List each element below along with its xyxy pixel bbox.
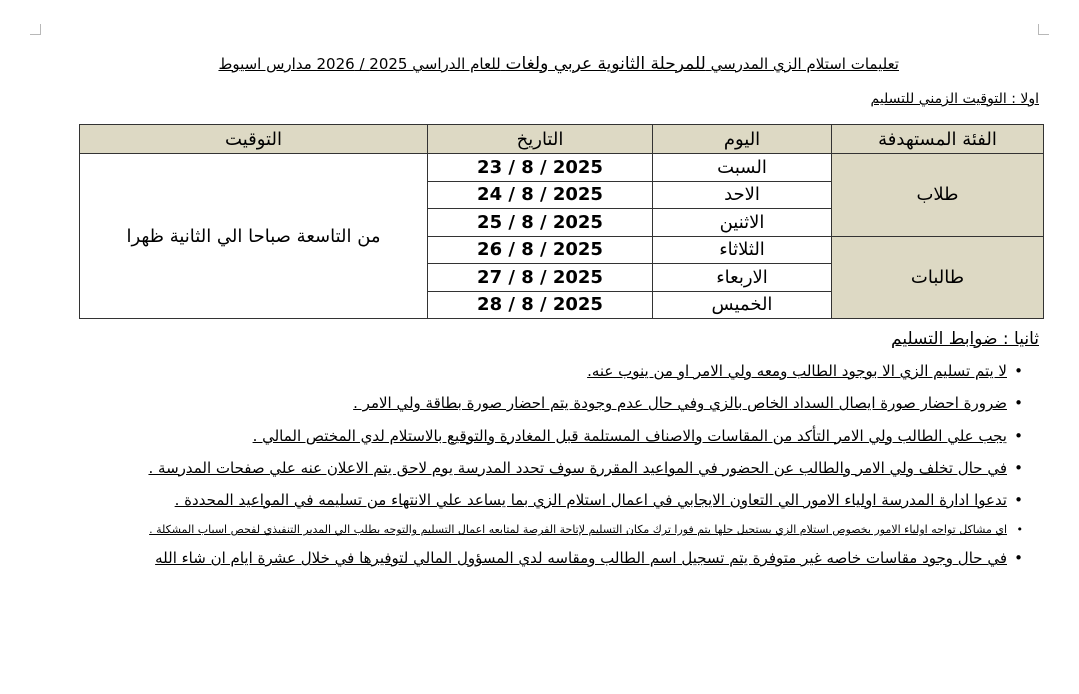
header-category: الفئة المستهدفة — [832, 125, 1044, 154]
delivery-rules-list — [67, 362, 1007, 581]
list-item: • ضرورة احضار صورة ايصال السداد الخاص بالزي وفي حال عدم وجودة يتم احضار صورة بطاقة ولي الامر . — [67, 394, 1007, 413]
header-day: اليوم — [653, 125, 832, 154]
day-cell: السبت — [653, 154, 832, 182]
title-part-1: تعليمات استلام الزي المدرسي — [710, 55, 899, 73]
header-date: التاريخ — [428, 125, 653, 154]
document-title — [218, 54, 899, 74]
section-2-heading: ثانيا : ضوابط التسليم — [891, 329, 1039, 349]
page-corner-mark-right — [1038, 24, 1049, 35]
list-item: • اي مشاكل تواجه اولياء الامور بخصوص استلام الزي يستحيل حلها يتم فورا ترك مكان التسليم لإتاحة الفرصة لمتابعه اعمال التسليم والتوجه بطلب الي المدير التنفيذي لفحص اسباب المشكلة . — [67, 523, 1007, 538]
page-corner-mark-left — [30, 24, 41, 35]
category-cell-boys: طلاب — [832, 154, 1044, 237]
list-item: • في حال وجود مقاسات خاصه غير متوفرة يتم تسجيل اسم الطالب ومقاسه لدي المسؤول المالي لتوفيرها في خلال عشرة ايام ان شاء الله — [67, 549, 1007, 568]
table-row — [80, 154, 1044, 182]
list-item: • يجب علي الطالب ولي الامر التأكد من المقاسات والاصناف المستلمة قبل المغادرة والتوقيع بالاستلام لدي المختص المالي . — [67, 427, 1007, 446]
date-cell: 28 / 8 / 2025 — [428, 291, 653, 319]
list-item: • تدعوا ادارة المدرسة اولياء الامور الي التعاون الايجابي في اعمال استلام الزي بما يساعد علي الانتهاء من تسليمه في المواعيد المحددة . — [67, 491, 1007, 510]
delivery-schedule-table — [79, 124, 1044, 319]
list-item: • لا يتم تسليم الزي الا بوجود الطالب ومعه ولي الامر او من ينوب عنه. — [67, 362, 1007, 381]
day-cell: الاربعاء — [653, 264, 832, 292]
timing-cell: من التاسعة صباحا الي الثانية ظهرا — [80, 154, 428, 319]
date-cell: 23 / 8 / 2025 — [428, 154, 653, 182]
day-cell: الاثنين — [653, 209, 832, 237]
day-cell: الخميس — [653, 291, 832, 319]
table-header-row — [80, 125, 1044, 154]
date-cell: 25 / 8 / 2025 — [428, 209, 653, 237]
date-cell: 24 / 8 / 2025 — [428, 181, 653, 209]
day-cell: الثلاثاء — [653, 236, 832, 264]
header-timing: التوقيت — [80, 125, 428, 154]
section-1-heading: اولا : التوقيت الزمني للتسليم — [870, 91, 1039, 107]
list-item: • في حال تخلف ولي الامر والطالب عن الحضور في المواعيد المقررة سوف تحدد المدرسة يوم لاحق يتم الاعلان عنه علي صفحات المدرسة . — [67, 459, 1007, 478]
date-cell: 27 / 8 / 2025 — [428, 264, 653, 292]
category-cell-girls: طالبات — [832, 236, 1044, 319]
date-cell: 26 / 8 / 2025 — [428, 236, 653, 264]
title-part-2: للمرحلة الثانوية عربي ولغات — [505, 54, 706, 74]
day-cell: الاحد — [653, 181, 832, 209]
title-part-3: للعام الدراسي 2025 / 2026 مدارس اسيوط — [218, 55, 501, 73]
